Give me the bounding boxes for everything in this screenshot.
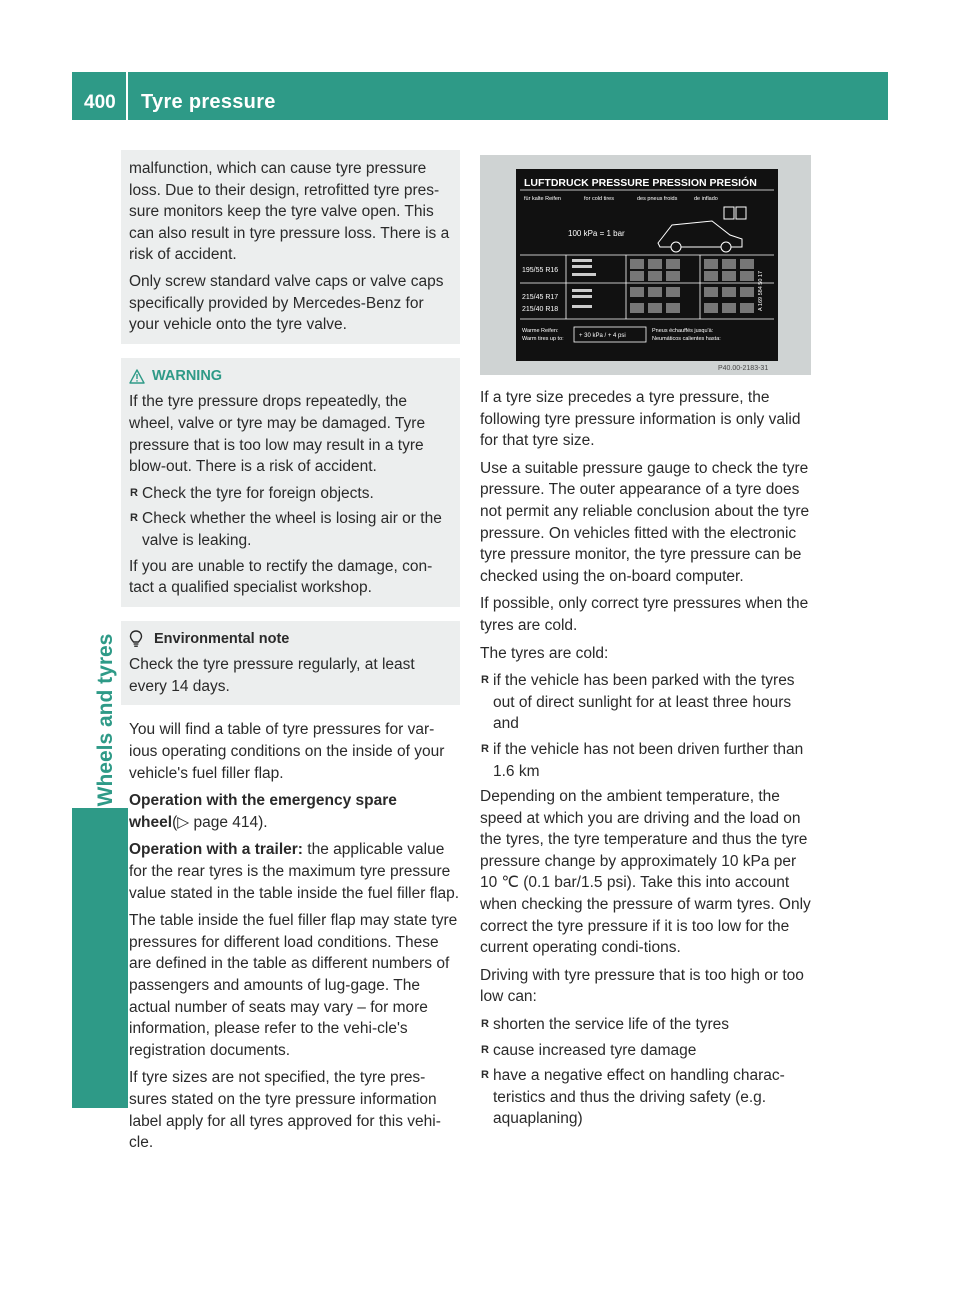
left-column	[129, 150, 459, 1160]
svg-text:215/45 R17: 215/45 R17	[522, 294, 559, 301]
paragraph: Depending on the ambient temperature, the speed at which you are driving and the load on the tyres, the tyre temperature and thus the tyre pressure change by approximately 10 kPa per 10 ℃ (0.1 bar/1.5 psi). Take this into account when checking the pressure of warm tyres. Only correct the tyre pressure if it is too low for the current operating condi-tions.	[480, 788, 811, 957]
paragraph: malfunction, which can cause tyre pressure loss. Due to their design, retrofitted tyre pres-sure monitors keep the tyre valve open. This can also result in tyre pressure loss. There is a risk of accident.	[129, 160, 450, 264]
list-item: R if the vehicle has not been driven further than 1.6 km	[480, 739, 812, 782]
tyre-pressure-placard-image	[480, 155, 811, 375]
section-side-label: Wheels and tyres	[94, 633, 117, 807]
header-divider	[126, 72, 128, 120]
svg-text:für kalte Reifen: für kalte Reifen	[524, 196, 561, 202]
body-text	[129, 719, 459, 1153]
list-item: R if the vehicle has been parked with the tyres out of direct sunlight for at least three hours and	[480, 670, 812, 735]
svg-text:Warme Reifen:: Warme Reifen:	[522, 328, 559, 334]
paragraph: If tyre sizes are not specified, the tyre pres-sures stated on the tyre pressure information label apply for all tyres approved for this vehi-cle.	[129, 1069, 441, 1152]
continued-warning-box	[121, 150, 460, 344]
right-column	[480, 155, 812, 1134]
lightbulb-icon	[129, 630, 143, 648]
svg-text:215/40 R18: 215/40 R18	[522, 306, 559, 313]
svg-text:195/55 R16: 195/55 R16	[522, 267, 559, 274]
paragraph: The tyres are cold:	[480, 644, 609, 662]
paragraph: Operation with a trailer: the applicable value for the rear tyres is the maximum tyre pressure value stated in the table inside the fuel filler flap.	[129, 841, 460, 902]
paragraph: Use a suitable pressure gauge to check the tyre pressure. The outer appearance of a tyre does not permit any reliable conclusion about the tyre pressure. On vehicles fitted with the electronic tyre pressure monitor, the tyre pressure can be checked using the on-board computer.	[480, 459, 810, 585]
svg-text:des pneus froids: des pneus froids	[637, 196, 678, 202]
page-reference-link[interactable]: (▷ page 414).	[172, 813, 268, 831]
environmental-note-box	[121, 621, 460, 706]
placard-heading: LUFTDRUCK PRESSURE PRESSION PRESIÓN	[524, 177, 757, 189]
paragraph: You will find a table of tyre pressures for var-ious operating conditions on the inside of your vehicle's fuel filler flap.	[129, 721, 445, 782]
page-title: Tyre pressure	[141, 91, 276, 113]
section-side-block	[72, 808, 128, 1108]
paragraph: If you are unable to rectify the damage, con-tact a qualified specialist workshop.	[129, 557, 433, 597]
list-item: R cause increased tyre damage	[480, 1040, 812, 1062]
paragraph: If possible, only correct tyre pressures when the tyres are cold.	[480, 595, 809, 634]
paragraph: Check the tyre pressure regularly, at least every 14 days.	[129, 656, 415, 695]
svg-text:for cold tires: for cold tires	[584, 196, 614, 202]
placard-conversion: 100 kPa = 1 bar	[568, 229, 625, 238]
list-item: R Check the tyre for foreign objects.	[129, 483, 452, 505]
warning-triangle-icon	[129, 369, 145, 384]
svg-text:+ 30 kPa / + 4 psi: + 30 kPa / + 4 psi	[579, 333, 626, 339]
paragraph: Operation with the emergency spare wheel(▷ page 414).	[129, 792, 397, 831]
placard-drawing	[480, 155, 811, 375]
svg-text:Neumáticos calientes hasta:: Neumáticos calientes hasta:	[652, 336, 721, 342]
paragraph: The table inside the fuel filler flap may state tyre pressures for different load conditions. These are defined in the table as different numbers of passengers and amounts of lug-gage. The actual number of seats may vary – for more information, please refer to the vehi-cle's registration documents.	[129, 912, 458, 1059]
list-item: R Check whether the wheel is losing air or the valve is leaking.	[129, 508, 452, 551]
list-item: R shorten the service life of the tyres	[480, 1014, 812, 1036]
svg-text:Pneus échauffés jusqu'à:: Pneus échauffés jusqu'à:	[652, 328, 714, 334]
warning-box	[121, 358, 460, 607]
environmental-note-heading: Environmental note	[129, 629, 452, 651]
paragraph: If the tyre pressure drops repeatedly, the wheel, valve or tyre may be damaged. Tyre pressure that is too low may result in a tyre blow-out. There is a risk of accident.	[129, 393, 426, 476]
svg-text:A 169 584 50 17: A 169 584 50 17	[758, 270, 764, 311]
body-text	[480, 387, 812, 1130]
warning-heading: WARNING	[129, 366, 452, 388]
svg-text:Warm tires up to:: Warm tires up to:	[522, 336, 564, 342]
placard-reference: P40.00-2183-31	[718, 365, 769, 372]
svg-text:de inflado: de inflado	[694, 196, 718, 202]
paragraph: Driving with tyre pressure that is too high or too low can:	[480, 966, 804, 1006]
paragraph: If a tyre size precedes a tyre pressure, the following tyre pressure information is only valid for that tyre size.	[480, 389, 801, 450]
page-number: 400	[84, 92, 116, 113]
list-item: R have a negative effect on handling charac-teristics and thus the driving safety (e.g. aquaplaning)	[480, 1065, 812, 1130]
paragraph: Only screw standard valve caps or valve caps specifically provided by Mercedes-Benz for your vehicle onto the tyre valve.	[129, 272, 444, 334]
